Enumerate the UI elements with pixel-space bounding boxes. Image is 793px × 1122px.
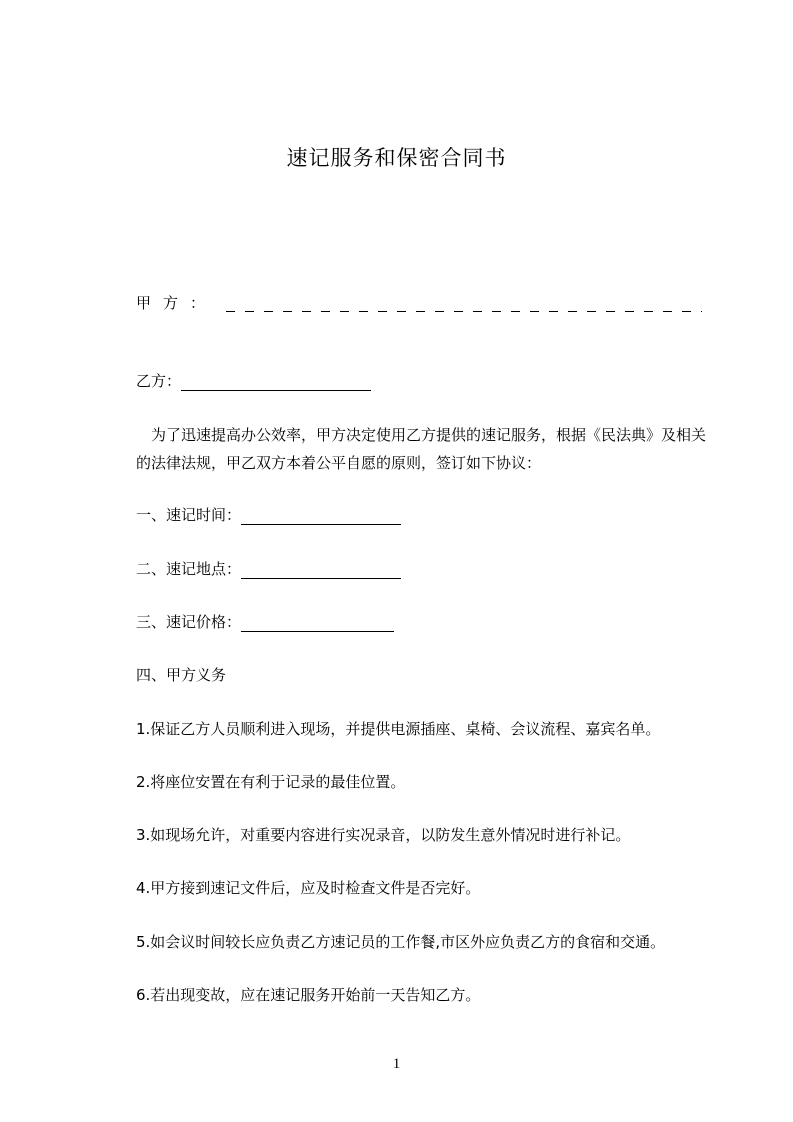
party-b-line [136, 371, 371, 391]
page-number: 1 [392, 1056, 401, 1072]
list-item: 2.将座位安置在有利于记录的最佳位置。 [136, 773, 406, 791]
list-item: 6.若出现变故，应在速记服务开始前一天告知乙方。 [136, 986, 481, 1004]
list-item: 4.甲方接到速记文件后，应及时检查文件是否完好。 [136, 879, 481, 897]
clause-time [136, 505, 401, 525]
clause-place [136, 559, 401, 579]
party-b-label: 乙方： [136, 372, 182, 390]
list-item: 3.如现场允许，对重要内容进行实况录音，以防发生意外情况时进行补记。 [136, 826, 631, 844]
clause-place-blank-line [241, 562, 401, 579]
document-title: 速记服务和保密合同书 [286, 146, 507, 170]
list-item: 1.保证乙方人员顺利进入现场，并提供电源插座、桌椅、会议流程、嘉宾名单。 [136, 720, 661, 738]
clause-time-blank-line [241, 508, 401, 525]
party-a-blank-line [226, 292, 702, 312]
party-b-blank-line [181, 374, 371, 391]
clause-time-label: 一、速记时间： [136, 506, 242, 524]
intro-paragraph: 为了迅速提高办公效率，甲方决定使用乙方提供的速记服务，根据《民法典》及相关的法律法规，甲乙双方本着公平自愿的原则，签订如下协议： [136, 426, 707, 472]
obligations-heading: 四、甲方义务 [136, 666, 227, 684]
clause-price [136, 612, 394, 632]
list-item: 5.如会议时间较长应负责乙方速记员的工作餐,市区外应负责乙方的食宿和交通。 [136, 933, 666, 951]
clause-place-label: 二、速记地点： [136, 560, 242, 578]
party-a-label: 甲方： [136, 294, 218, 312]
clause-price-blank-line [241, 615, 394, 632]
clause-price-label: 三、速记价格： [136, 613, 242, 631]
